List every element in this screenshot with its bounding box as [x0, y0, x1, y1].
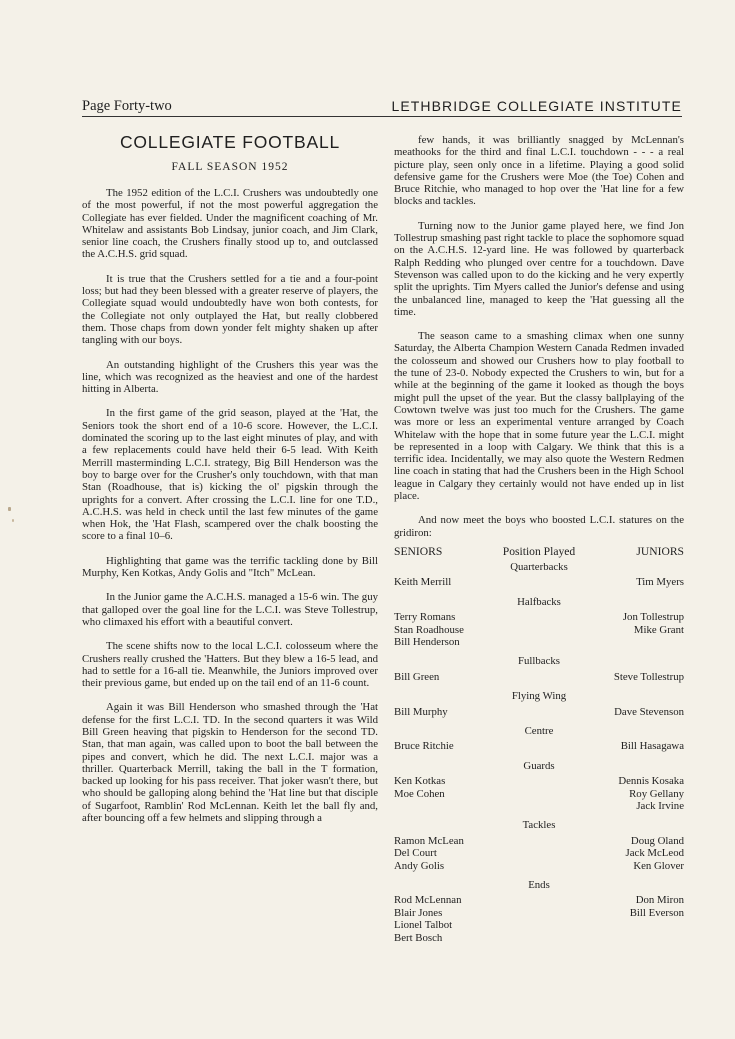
roster-seniors-list	[394, 835, 464, 872]
roster-header	[394, 545, 684, 561]
article-paragraph: It is true that the Crushers settled for a tie and a four-point loss; but had they been blessed with a greater reserve of players, the Collegiate squad would undoubtedly have won both contests, for the Collegiate not only outplayed the Hat, but really clobbered them. Those chaps from down yonder felt mighty shaken up after tangling with our boys.	[82, 272, 378, 347]
roster-group	[394, 655, 684, 689]
roster-header-juniors: JUNIORS	[636, 544, 684, 558]
roster-player-name: Terry Romans	[394, 611, 456, 624]
roster-player-name: Steve Tollestrup	[613, 670, 684, 683]
article-paragraph: Highlighting that game was the terrific tackling done by Bill Murphy, Ken Kotkas, Andy Golis and "Itch" McLean.	[82, 554, 378, 580]
roster-player-name: Ramon McLean	[394, 834, 464, 847]
page-header	[82, 98, 682, 117]
paper-speck	[12, 519, 14, 522]
roster-player-name: Bruce Ritchie	[394, 740, 454, 753]
roster-seniors-list	[394, 576, 451, 588]
roster-seniors-list	[394, 671, 439, 683]
left-paragraphs	[82, 187, 378, 824]
publication-title: LETHBRIDGE COLLEGIATE INSTITUTE	[391, 98, 682, 114]
page-number: Page Forty-two	[82, 98, 172, 114]
roster-juniors-list	[630, 894, 684, 944]
roster-position: Centre	[524, 724, 554, 737]
roster-player-name: Roy Gellany	[629, 787, 684, 800]
article-paragraph: In the Junior game the A.C.H.S. managed a 15-6 win. The guy that galloped over the goal line for the L.C.I. was Steve Tollestrup, who climaxed his effort with a beautiful convert.	[82, 591, 378, 628]
roster-player-name: Bill Everson	[629, 906, 684, 919]
roster-player-name: Tim Myers	[636, 576, 684, 589]
roster-player-name: Bert Bosch	[394, 931, 443, 944]
roster-player-name: Rod McLennan	[394, 894, 462, 907]
roster-seniors-list	[394, 894, 461, 944]
roster-group	[394, 819, 684, 878]
roster-group	[394, 725, 684, 759]
article-paragraph: In the first game of the grid season, played at the 'Hat, the Seniors took the short end of a 10-6 score. However, the L.C.I. dominated the scoring up to the last eight minutes of play, and with a few replacements could have held their 6-5 lead. With Keith Merrill masterminding L.C.I. strategy, Big Bill Henderson was the boy to barge over for the Crusher's only touchdown, with that man Stan (Roadhouse, that is) kicking the ol' pigskin through the uprights for a convert. After crossing the L.C.I. line for one T.D., A.C.H.S. was held in check until the last few minutes of the game when Hok, the 'Hat Flash, scampered over the chalk boosting the score to a final 10–6.	[82, 407, 378, 543]
roster-player-name: Blair Jones	[394, 906, 443, 919]
roster-seniors-list	[394, 740, 454, 752]
article-paragraph: Again it was Bill Henderson who smashed through the 'Hat defense for the first L.C.I. TD. In the second quarters it was Wild Bill Green heaving that pigskin to Henderson for the second TD. Stan, that man again, was called upon to boot the ball between the pipes and convert, which he did. The next L.C.I. major was a thriller. Quarterback Merrill, taking the ball in the T formation, backed up looking for his pass receiver. That joker wasn't there, but who should be galloping along behind the 'Hat line but that disciple of Sugarfoot, Ramblin' Rod McLennan. Keith let the ball fly and, after bouncing off a few helmets and slipping through a	[82, 701, 378, 825]
roster-player-name: Moe Cohen	[394, 787, 445, 800]
roster-position: Quarterbacks	[510, 560, 568, 573]
roster-seniors-list	[394, 706, 448, 718]
article-paragraph: An outstanding highlight of the Crushers this year was the line, which was recognized as the heaviest and one of the hardest hitting in Alberta.	[82, 358, 378, 396]
roster-position: Tackles	[522, 819, 556, 832]
roster-player-name: Doug Oland	[630, 834, 684, 847]
roster-header-seniors: SENIORS	[394, 544, 443, 558]
roster-group	[394, 760, 684, 819]
roster-player-name: Keith Merrill	[394, 576, 452, 589]
roster-player-name: Dennis Kosaka	[618, 775, 684, 788]
right-column	[394, 134, 684, 950]
roster-header-position: Position Played	[502, 544, 576, 558]
article-paragraph: The season came to a smashing climax when one sunny Saturday, the Alberta Champion Western Canada Redmen invaded the colosseum and showed our Crushers how to play football to the tune of 23-0. Nobody expected the Crushers to win, but for a while at the beginning of the game it looked as though the boys might pull the upset of the year. But the classy ballplaying of the Cowtown twelve was just too much for the Crushers. The game was more or less an experimental venture arranged by Coach Whitelaw with the hope that in some future year the L.C.I. might be represented in a loop with Calgary. We think that this is a terrific idea. Incidentally, we may also quote the Western Redmen line coach in stating that had the Crushers been in the High School league in Calgary they certainly would not have ended up in list place.	[394, 330, 684, 503]
right-paragraphs	[394, 134, 684, 539]
roster-player-name: Stan Roadhouse	[394, 623, 464, 636]
roster-player-name: Bill Green	[394, 670, 440, 683]
roster-player-name: Ken Kotkas	[394, 775, 446, 788]
roster-juniors-list	[636, 576, 684, 588]
roster-position: Guards	[523, 759, 555, 772]
roster-player-name: Jack Irvine	[636, 799, 684, 812]
roster-groups	[394, 561, 684, 950]
article-title: COLLEGIATE FOOTBALL	[119, 132, 341, 152]
left-column	[82, 132, 378, 824]
roster-juniors-list	[626, 835, 684, 872]
roster-seniors-list	[394, 775, 445, 812]
roster-player-name: Jack McLeod	[625, 847, 684, 860]
roster-player-name: Jon Tollestrup	[622, 611, 684, 624]
roster-group	[394, 690, 684, 724]
roster-juniors-list	[614, 706, 684, 718]
article-paragraph: few hands, it was brilliantly snagged by McLennan's meathooks for the third and final L.C.I. touchdown - - - a real picture play, seen only once in a lifetime. Playing a good solid defensive game for the Crushers were Moe (the Toe) Cohen and Bruce Ritchie, who managed to hop over the 'Hat line for a few blocks and tackles.	[394, 134, 684, 208]
roster-position: Flying Wing	[511, 690, 567, 703]
roster-player-name: Andy Golis	[394, 859, 445, 872]
roster-player-name: Don Miron	[635, 894, 684, 907]
roster-player-name: Bill Murphy	[394, 705, 448, 718]
roster-player-name: Ken Glover	[633, 859, 684, 872]
roster-group	[394, 561, 684, 595]
roster-player-name: Lionel Talbot	[394, 919, 453, 932]
roster-player-name: Dave Stevenson	[614, 705, 684, 718]
article-subtitle: FALL SEASON 1952	[171, 161, 289, 173]
roster-seniors-list	[394, 611, 464, 648]
roster-group	[394, 596, 684, 655]
roster-position: Fullbacks	[518, 655, 560, 668]
roster-player-name: Bill Henderson	[394, 635, 460, 648]
article-paragraph: The 1952 edition of the L.C.I. Crushers was undoubtedly one of the most powerful, if not the most powerful aggregation the Collegiate has ever fielded. Under the magnificent coaching of Mr. Whitelaw and assistants Bob Lindsay, junior coach, and Jim Clark, senior line coach, the Crushers finally stood up to, and outclassed the A.C.H.S. grid squad.	[82, 187, 378, 261]
roster-player-name: Mike Grant	[633, 623, 684, 636]
roster-juniors-list	[614, 671, 684, 683]
roster-juniors-list	[618, 775, 684, 812]
paper-speck	[8, 507, 11, 511]
roster-player-name: Del Court	[394, 847, 437, 860]
roster-group	[394, 879, 684, 950]
article-paragraph: The scene shifts now to the local L.C.I. colosseum where the Crushers really crushed the 'Hatters. But they blew a 16-5 lead, and had to settle for a 16-all tie. Meanwhile, the Juniors improved over their previous game, but ended up on the tail end of an 11-6 count.	[82, 640, 378, 690]
roster-table	[394, 545, 684, 950]
roster-player-name: Bill Hasagawa	[620, 740, 684, 753]
roster-juniors-list	[621, 740, 684, 752]
article-paragraph: And now meet the boys who boosted L.C.I. statures on the gridiron:	[394, 514, 684, 539]
roster-position: Ends	[528, 878, 550, 891]
roster-position: Halfbacks	[517, 595, 561, 608]
roster-juniors-list	[623, 611, 684, 648]
article-paragraph: Turning now to the Junior game played here, we find Jon Tollestrup smashing past right tackle to place the sophomore squad on the A.C.H.S. 12-yard line. He was followed by quarterback Ralph Redding who plunged over centre for a touchdown. Dave Stevenson was called upon to do the kicking and he very expertly split the uprights. Tim Myers called the Junior's defense and using the unbalanced line, managed to keep the 'Hat guessing all the time.	[394, 219, 684, 318]
